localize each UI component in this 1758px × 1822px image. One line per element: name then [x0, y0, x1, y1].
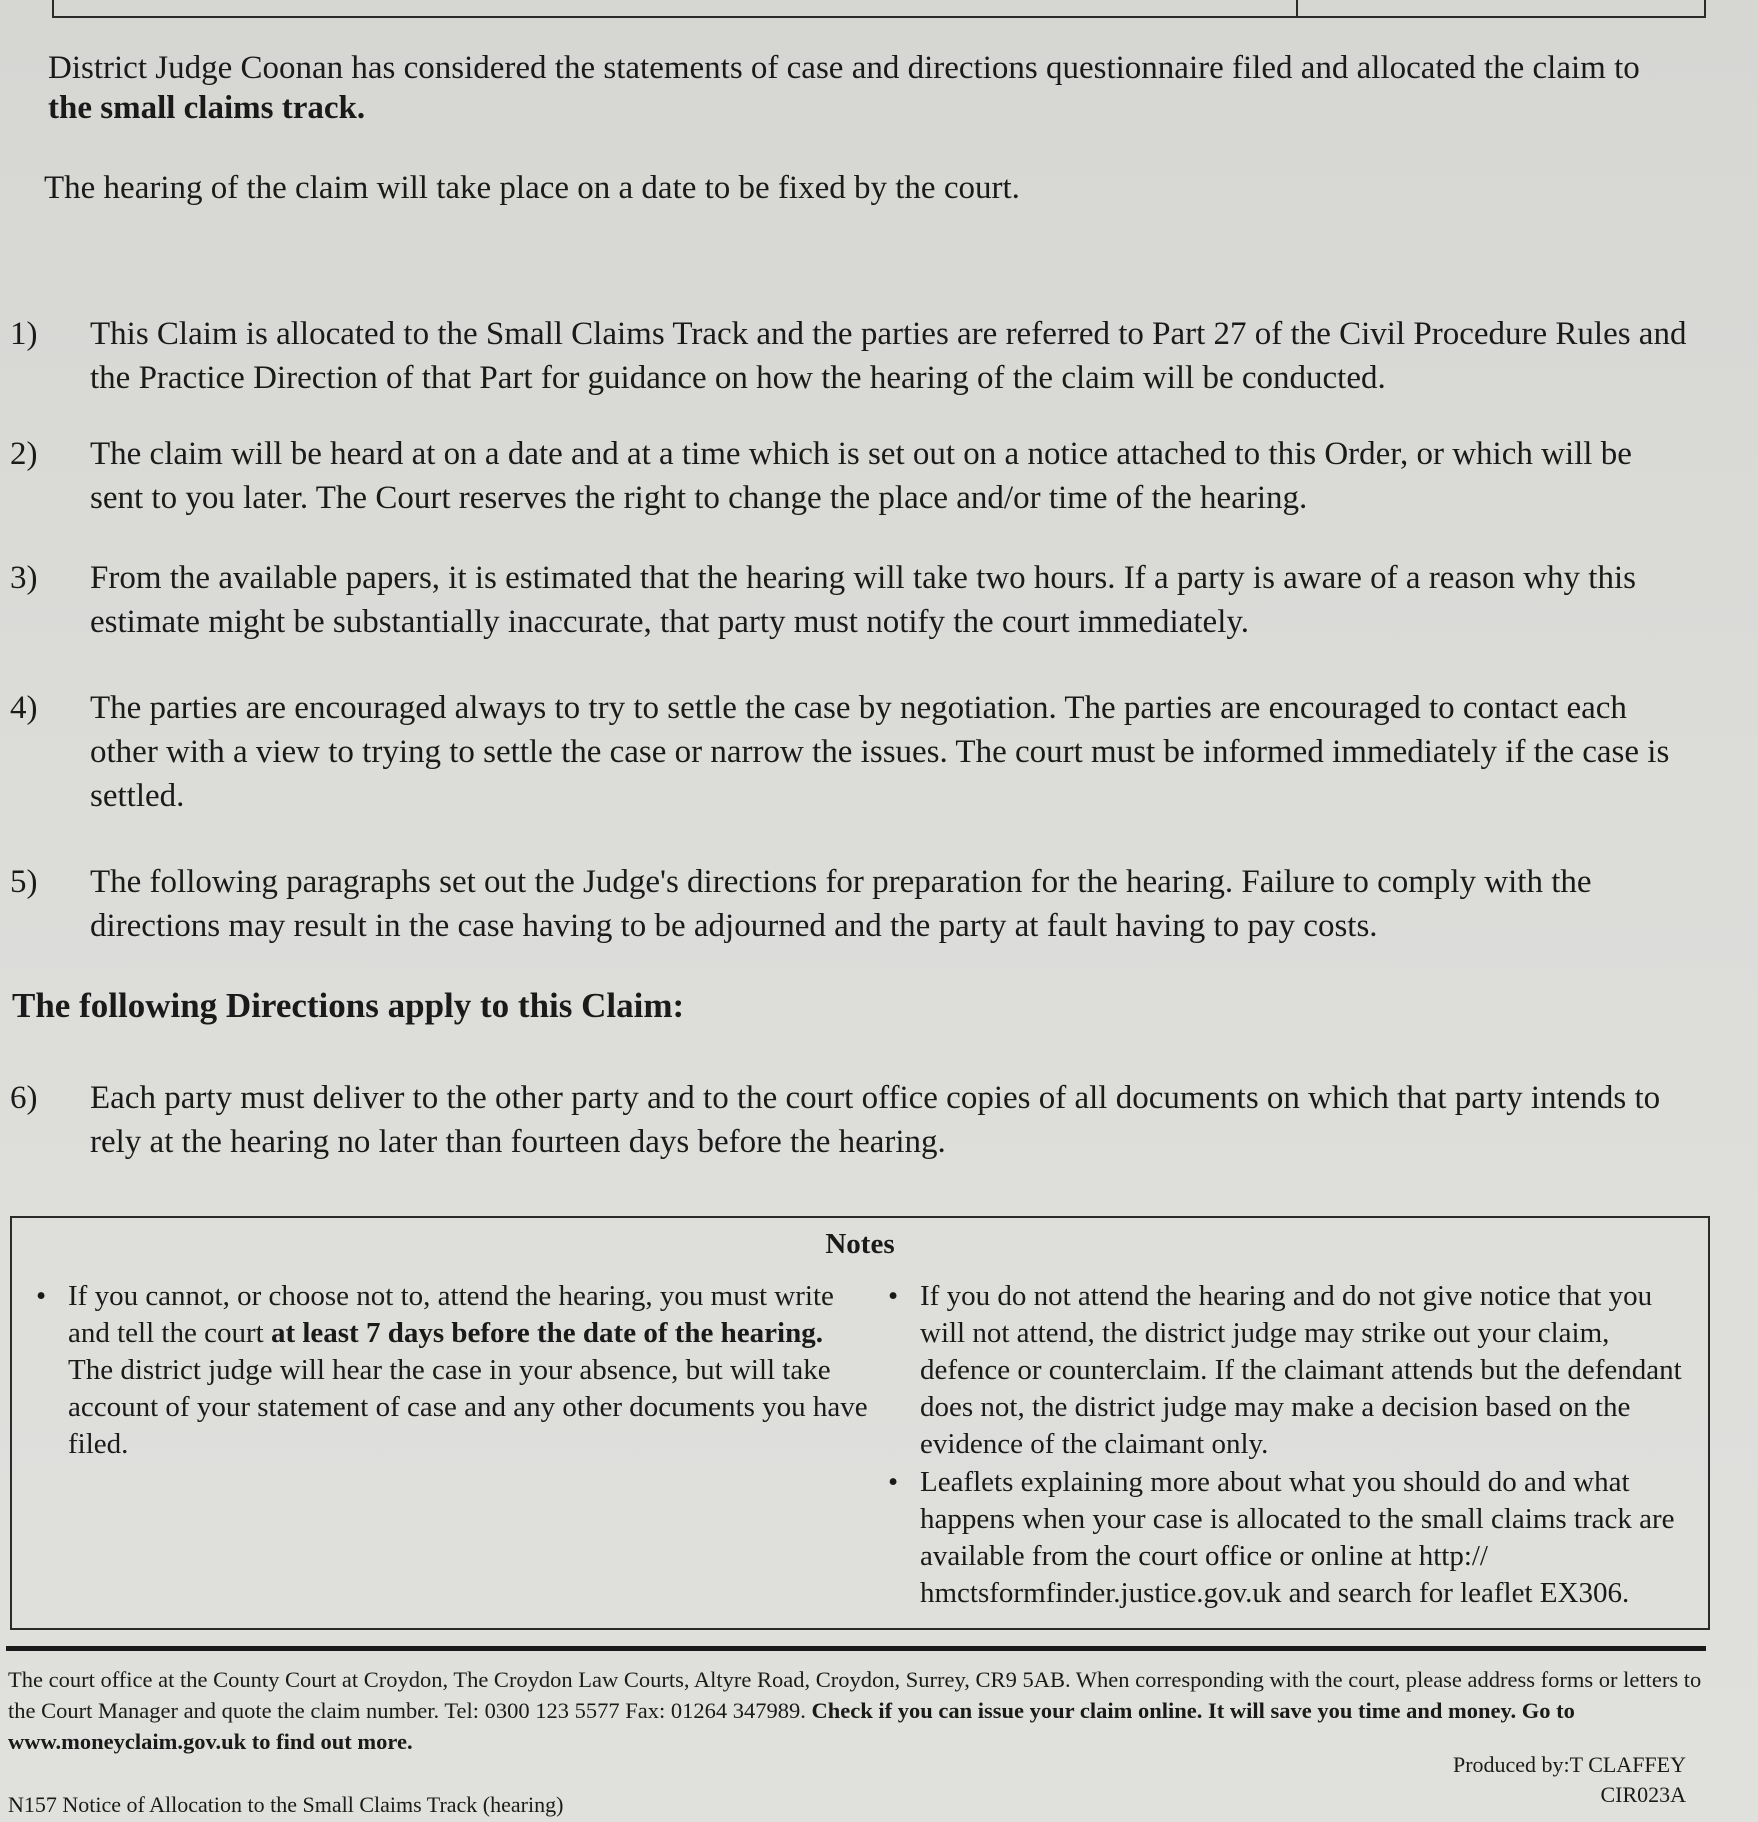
item-text: The parties are encouraged always to try to settle the case by negotiation. The parties are encouraged to contact each other with a view to trying to settle the case or narrow the issues. The court must be informed immediately if the case is settled.	[90, 690, 1670, 814]
direction-item-3	[10, 556, 1690, 644]
direction-item-5	[10, 860, 1690, 948]
notes-box	[10, 1216, 1710, 1630]
bullet-icon: •	[888, 1466, 899, 1498]
produced-by: Produced by:T CLAFFEY	[1452, 1752, 1686, 1777]
direction-item-2	[10, 432, 1690, 520]
item-number: 3)	[10, 560, 38, 596]
item-text: Each party must deliver to the other party and to the court office copies of all documents on which that party intends to rely at the hearing no later than fourteen days before the hearing.	[90, 1080, 1661, 1160]
item-number: 4)	[10, 690, 38, 726]
directions-heading: The following Directions apply to this Claim:	[12, 986, 685, 1025]
footer-divider	[6, 1646, 1706, 1651]
form-title: N157 Notice of Allocation to the Small Claims Track (hearing)	[8, 1792, 564, 1817]
direction-item-1	[10, 312, 1690, 400]
note-attendance	[28, 1278, 868, 1463]
notes-title: Notes	[825, 1228, 895, 1260]
footer-online-notice: Check if you can issue your claim online. It will save you time and money. Go to www.moneyclaim.gov.uk to find out more.	[8, 1698, 1575, 1754]
bullet-icon: •	[888, 1280, 899, 1312]
item-text: The following paragraphs set out the Judge's directions for preparation for the hearing. Failure to comply with the directions may result in the case having to be adjourned and the party at fault having to pay costs.	[90, 864, 1592, 944]
court-office-footer	[8, 1664, 1708, 1757]
header-box-divider	[1296, 0, 1298, 18]
note-text: Leaflets explaining more about what you should do and what happens when your case is allocated to the small claims track are available from the court office or online at http:// hmctsformfinder.justice.gov.uk and search for leaflet EX306.	[920, 1466, 1675, 1609]
produced-by-block	[1453, 1750, 1686, 1810]
note-text: The district judge will hear the case in your absence, but will take account of your statement of case and any other documents you have filed.	[68, 1354, 868, 1460]
note-deadline-emphasis: at least 7 days before the date of the hearing.	[270, 1317, 823, 1349]
intro-track-emphasis: the small claims track.	[48, 90, 366, 126]
item-number: 2)	[10, 436, 38, 472]
item-text: The claim will be heard at on a date and at a time which is set out on a notice attached to this Order, or which will be sent to you later. The Court reserves the right to change the place and/or time of the hearing.	[90, 436, 1632, 516]
direction-item-6	[10, 1076, 1690, 1164]
item-number: 1)	[10, 316, 38, 352]
item-number: 5)	[10, 864, 38, 900]
header-box-edge	[52, 0, 1706, 18]
item-number: 6)	[10, 1080, 38, 1116]
note-text: If you cannot, or choose not to, attend the hearing, you must write and tell the court	[68, 1280, 834, 1349]
direction-item-4	[10, 686, 1690, 818]
footer-address: The court office at the County Court at Croydon, The Croydon Law Courts, Altyre Road, Croydon, Surrey, CR9 5AB. When corresponding with the court, please address forms or letters to the Court Manager and quote the claim number. Tel: 0300 123 5577 Fax: 01264 347989.	[8, 1667, 1702, 1723]
intro-text: District Judge Coonan has considered the statements of case and directions questionnaire filed and allocated the claim to	[48, 50, 1640, 86]
item-text: From the available papers, it is estimated that the hearing will take two hours. If a party is aware of a reason why this estimate might be substantially inaccurate, that party must notify the court immediately.	[90, 560, 1636, 640]
form-code: CIR023A	[1600, 1782, 1686, 1807]
hearing-date-statement: The hearing of the claim will take place on a date to be fixed by the court.	[44, 170, 1020, 206]
item-text: This Claim is allocated to the Small Claims Track and the parties are referred to Part 27 of the Civil Procedure Rules and the Practice Direction of that Part for guidance on how the hearing of the claim will be conducted.	[90, 316, 1687, 396]
note-leaflets	[880, 1464, 1700, 1612]
allocation-intro	[48, 48, 1688, 128]
note-non-attendance	[880, 1278, 1700, 1463]
bullet-icon: •	[36, 1280, 47, 1312]
note-text: If you do not attend the hearing and do not give notice that you will not attend, the district judge may strike out your claim, defence or counterclaim. If the claimant attends but the defendant does not, the district judge may make a decision based on the evidence of the claimant only.	[920, 1280, 1682, 1460]
